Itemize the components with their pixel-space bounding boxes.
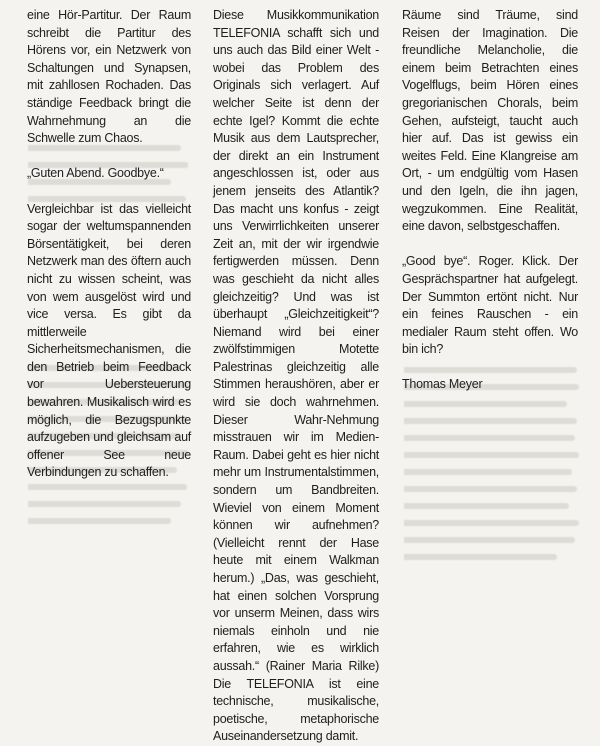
text-column-middle <box>213 7 379 746</box>
paragraph: „Guten Abend. Goodbye.“ <box>27 166 164 181</box>
paragraph: „Good bye“. Roger. Klick. Der Gesprächspartner hat aufgelegt. Der Summton ertönt nicht. Nur ein feines Rauschen - ein medialer Raum steht offen. Wo bin ich? <box>402 254 578 357</box>
paragraph: Räume sind Träume, sind Reisen der Imagination. Die freundliche Melancholie, die einem beim Betrachten eines Vogelflugs, beim Hören eines gregorianischen Chorals, beim Gehen, aufsteigt, taucht auch hier auf. Das ist gewiss ein weites Feld. Eine Klangreise am Ort, - um endgültig vom Hasen und den Igeln, die ihn jagen, wegzukommen. Eine Realität, eine davon, selbstgeschaffen. <box>402 8 578 234</box>
text-column-left <box>27 7 191 482</box>
author-signature: Thomas Meyer <box>402 377 483 392</box>
text-column-right <box>402 7 578 394</box>
paragraph: Diese Musikkommunikation TELEFONIA schafft sich und uns auch das Bild einer Welt - wobei das Problem des Originals sich verlagert. Auf welcher Seite ist denn der echte Igel? Kommt die echte Musik aus dem Lautsprecher, der direkt an ein Instrument angeschlossen ist, oder aus jenem jenseits des Atlantik? Das macht uns konfus - zeigt uns Verwirrlichkeiten unserer Zeit an, mit der wir irgendwie fertigwerden müssen. Denn was geschieht da nicht alles gleichzeitig? Und was ist überhaupt „Gleichzeitigkeit“? Niemand wird bei einer zwölfstimmigen Motette Palestrinas gleichzeitig alle Stimmen heraushören, aber er wird sie doch wahrnehmen. Dieser Wahr-Nehmung misstrauen wir im Medien-Raum. Dabei geht es hier nicht mehr um Instrumentalstimmen, sondern um Bandbreiten. Wieviel von einem Moment können wir aufnehmen? (Vielleicht rennt der Hase heute mit einem Walkman herum.) „Das, was geschieht, hat einen solchen Vorsprung vor unserm Meinen, dass wirs niemals einholn und nie erfahren, wie es wirklich aussah.“ (Rainer Maria Rilke) Die TELEFONIA ist eine technische, musikalische, poetische, metaphorische Auseinandersetzung damit. <box>213 8 379 744</box>
paragraph: Vergleichbar ist das vielleicht sogar der weltumspannenden Börsentätigkeit, bei deren Netzwerk man des öftern auch nicht zu wissen scheint, was von wem ausgelöst wird und vice versa. Es gibt da mittlerweile Sicherheitsmechanismen, die den Betrieb beim Feedback vor Uebersteuerung bewahren. Musikalisch wird es möglich, die Bezugspunkte aufzugeben und gleichsam auf offener See neue Verbindungen zu schaffen. <box>27 201 191 480</box>
paragraph: eine Hör-Partitur. Der Raum schreibt die Partitur des Hörens vor, ein Netzwerk von Schaltungen und Synapsen, mit zahllosen Rochaden. Das ständige Feedback bringt die Wahrnehmung an die Schwelle zum Chaos. <box>27 8 191 146</box>
